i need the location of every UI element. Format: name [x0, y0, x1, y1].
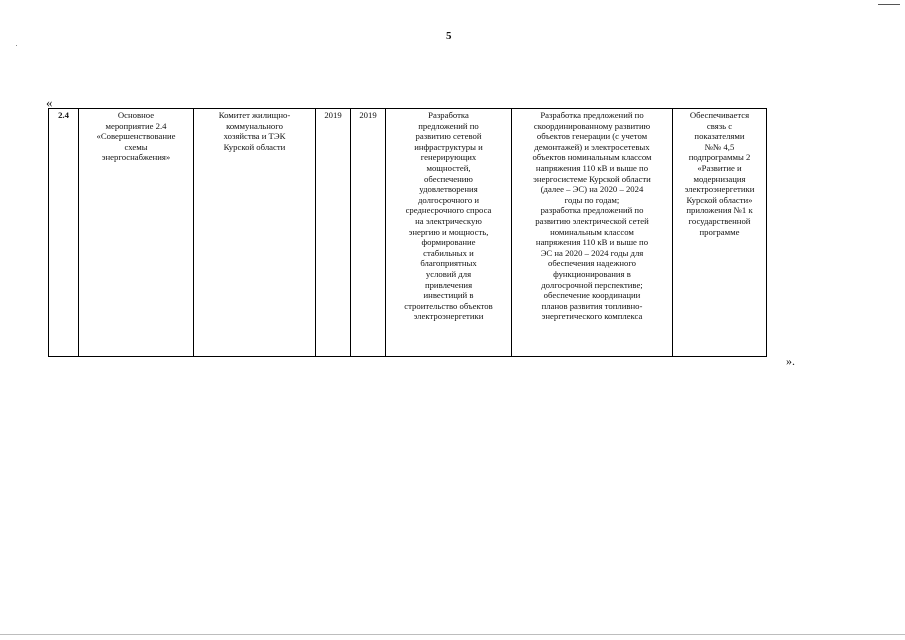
- page-number: 5: [446, 30, 452, 42]
- table-row: [49, 109, 767, 357]
- indicator-link-cell: Обеспечивается связь с показателями №№ 4,5 подпрограммы 2 «Развитие и модернизация электроэнергетики Курской области» приложения №1 к государственной программе: [673, 109, 767, 357]
- closing-quote-mark: ».: [786, 354, 795, 368]
- top-edge-rule: [878, 4, 900, 5]
- program-measures-table: [48, 108, 767, 357]
- bottom-edge-rule: [0, 634, 905, 635]
- start-year-cell: 2019: [316, 109, 351, 357]
- row-number-cell: 2.4: [49, 109, 79, 357]
- scan-dot-mark: [16, 45, 17, 46]
- expected-result-cell: Разработка предложений по скоординированному развитию объектов генерации (с учетом демонтажей) и электросетевых объектов номинальным классом напряжения 110 кВ и выше по энергосистеме Курской области (далее – ЭС) на 2020 – 2024 годы по годам; разработка предложений по развитию электрической сетей номинальным классом напряжения 110 кВ и выше по ЭС на 2020 – 2024 годы для обеспечения надежного функционирования в долгосрочной перспективе; обеспечение координации планов развития топливно- энергетического комплекса: [512, 109, 673, 357]
- measure-name-cell: Основное мероприятие 2.4 «Совершенствование схемы энергоснабжения»: [79, 109, 194, 357]
- opening-quote-mark: «: [46, 95, 53, 110]
- measure-description-cell: Разработка предложений по развитию сетевой инфраструктуры и генерирующих мощностей, обеспечению удовлетворения долгосрочного и среднесрочного спроса на электрическую энергию и мощность, формирование стабильных и благоприятных условий для привлечения инвестиций в строительство объектов электроэнергетики: [386, 109, 512, 357]
- responsible-executor-cell: Комитет жилищно- коммунального хозяйства и ТЭК Курской области: [194, 109, 316, 357]
- end-year-cell: 2019: [351, 109, 386, 357]
